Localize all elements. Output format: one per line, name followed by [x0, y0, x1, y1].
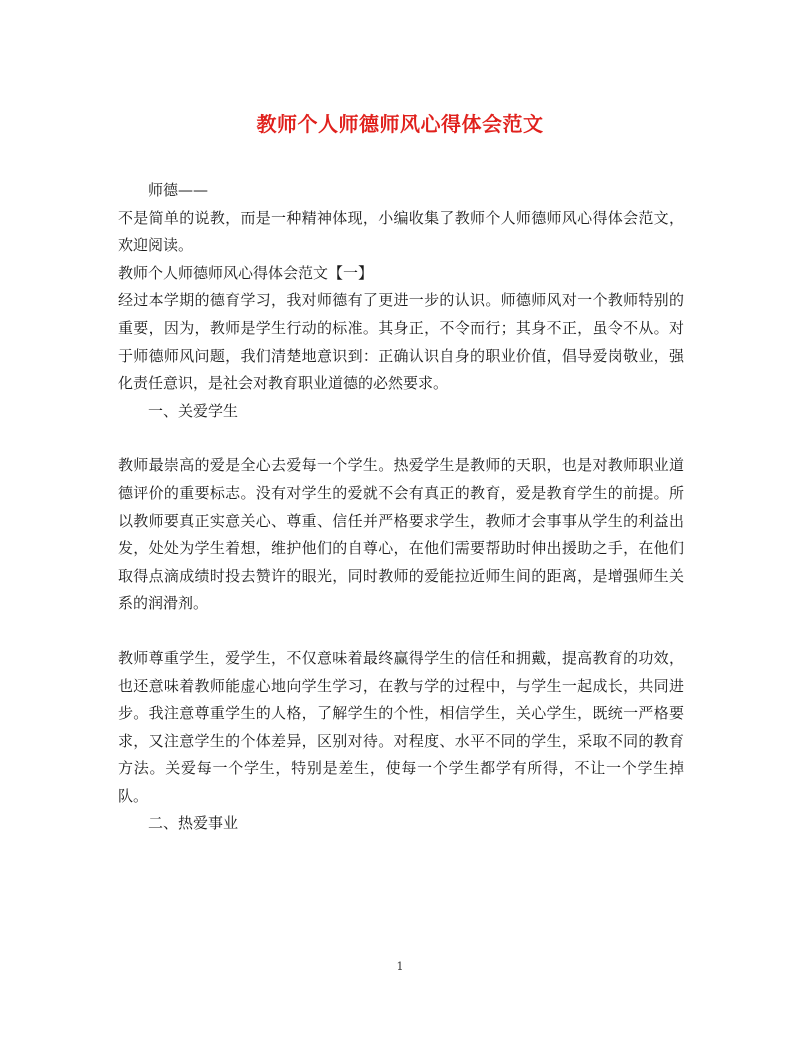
subheading-care-students: 一、关爱学生 [148, 401, 239, 420]
document-body [118, 177, 684, 838]
document-title: 教师个人师德师风心得体会范文 [256, 112, 544, 136]
paragraph-gap [118, 618, 684, 645]
paragraph-study: 经过本学期的德育学习，我对师德有了更进一步的认识。师德师风对一个教师特别的重要，因为，教师是学生行动的标准。其身正，不令而行；其身不正，虽令不从。对于师德师风问题，我们清楚地意识到：正确认识自身的职业价值，倡导爱岗敬业，强化责任意识，是社会对教育职业道德的必然要求。 [118, 291, 684, 393]
paragraph-intro: 不是简单的说教，而是一种精神体现，小编收集了教师个人师德师风心得体会范文，欢迎阅读。 [118, 208, 684, 255]
page-number: 1 [396, 960, 404, 973]
paragraph-love-students: 教师最崇高的爱是全心去爱每一个学生。热爱学生是教师的天职，也是对教师职业道德评价的重要标志。没有对学生的爱就不会有真正的教育，爱是教育学生的前提。所以教师要真正实意关心、尊重、信任并严格要求学生，教师才会事事从学生的利益出发，处处为学生着想，维护他们的自尊心，在他们需要帮助时伸出援助之手，在他们取得点滴成绩时投去赞许的眼光，同时教师的爱能拉近师生间的距离，是增强师生关系的润滑剂。 [118, 456, 684, 613]
subheading-love-career: 二、热爱事业 [148, 814, 239, 833]
section-heading-one: 教师个人师德师风心得体会范文【一】 [118, 263, 374, 282]
paragraph-gap [118, 425, 684, 452]
paragraph-shide: 师德—— [148, 181, 209, 199]
paragraph-respect-students: 教师尊重学生，爱学生，不仅意味着最终赢得学生的信任和拥戴，提高教育的功效，也还意味着教师能虚心地向学生学习，在教与学的过程中，与学生一起成长，共同进步。我注意尊重学生的人格，了解学生的个性，相信学生，关心学生，既统一严格要求，又注意学生的个体差异，区别对待。对程度、水平不同的学生，采取不同的教育方法。关爱每一个学生，特别是差生，使每一个学生都学有所得，不让一个学生掉队。 [118, 648, 684, 805]
